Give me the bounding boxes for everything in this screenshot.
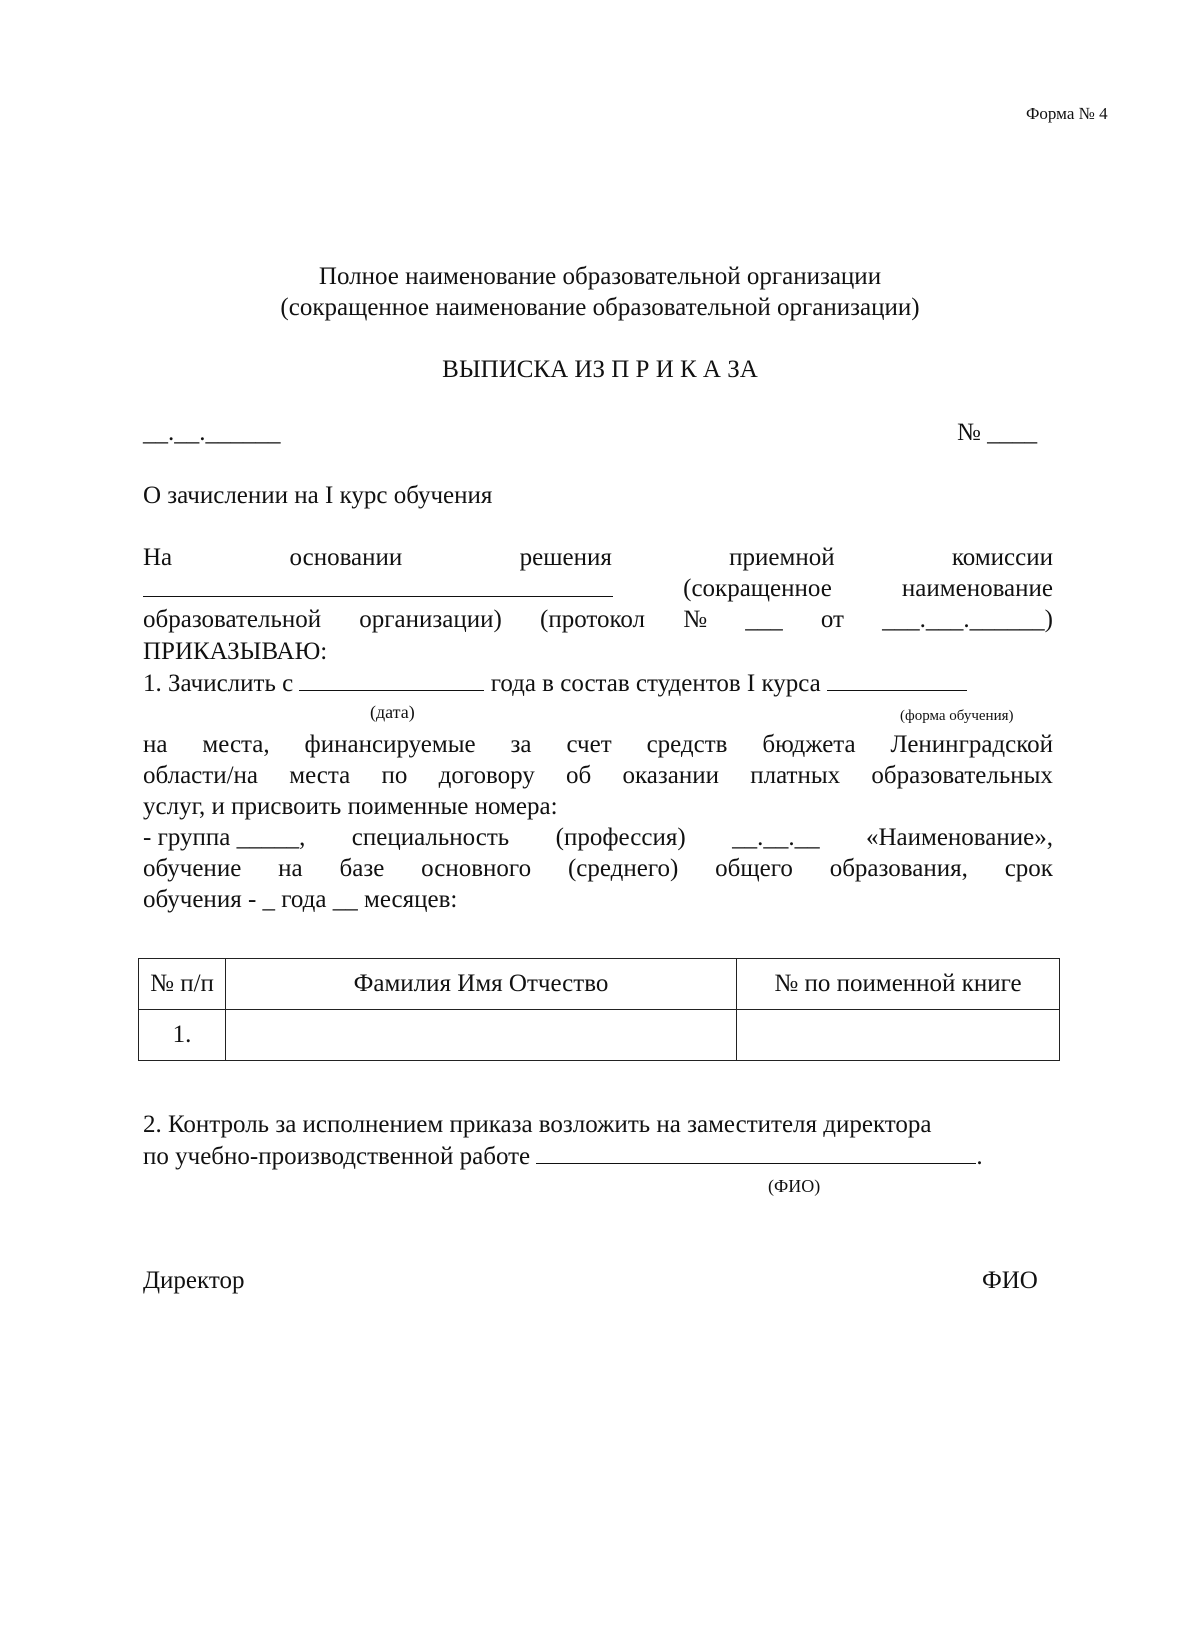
item1-line-4: - группа _____, специальность (профессия) __.__.__ «Наименование»,: [143, 824, 1053, 851]
item2-line-2: по учебно-производственной работе .: [143, 1143, 983, 1170]
item1-line-2: области/на места по договору об оказании платных образовательных: [143, 762, 1053, 789]
study-form-blank: [827, 668, 967, 691]
item2-line-1: 2. Контроль за исполнением приказа возложить на заместителя директора: [143, 1111, 932, 1138]
item1-line-5: обучение на базе основного (среднего) общего образования, срок: [143, 855, 1053, 882]
item1-start-line: 1. Зачислить с года в состав студентов I курса: [143, 668, 967, 699]
header-fullname: Фамилия Имя Отчество: [226, 959, 737, 1010]
item1-line-3: услуг, и присвоить поименные номера:: [143, 793, 558, 820]
order-number: [957, 418, 1037, 448]
date-blank: __.__.______: [143, 419, 281, 446]
item1-line-6: обучения - _ года __ месяцев:: [143, 886, 458, 913]
org-short-name: (сокращенное наименование образовательной организации): [280, 294, 920, 321]
cell-fullname: [226, 1010, 737, 1061]
number-blank: ____: [987, 419, 1038, 446]
number-label: №: [957, 419, 981, 446]
date-hint: (дата): [370, 702, 415, 722]
order-word: ПРИКАЗЫВАЮ:: [143, 638, 328, 665]
deputy-name-blank: [536, 1141, 976, 1164]
form-hint: (форма обучения): [900, 708, 1014, 724]
date-field-blank: [299, 668, 484, 691]
header-book-number: № по поименной книге: [737, 959, 1060, 1010]
basis-line-3: образовательной организации) (протокол № ___ от ___.___.______): [143, 606, 1053, 633]
org-name-blank: [143, 574, 613, 597]
org-full-name: Полное наименование образовательной организации: [318, 263, 882, 290]
basis-line-1: На основании решения приемной комиссии: [143, 544, 1053, 571]
order-subject: О зачислении на I курс обучения: [143, 482, 493, 509]
item1-line-1: на места, финансируемые за счет средств бюджета Ленинградской: [143, 731, 1053, 758]
students-table: [138, 958, 1060, 1061]
header-number: № п/п: [139, 959, 226, 1010]
form-number: Форма № 4: [1026, 104, 1108, 123]
table-row: [139, 1010, 1060, 1061]
table-header-row: [139, 959, 1060, 1010]
basis-line-2: (сокращенное наименование: [143, 574, 1053, 604]
cell-number: 1.: [139, 1010, 226, 1061]
fio-hint: (ФИО): [768, 1176, 821, 1196]
signature-role: Директор: [143, 1267, 245, 1294]
signature-name: ФИО: [982, 1267, 1038, 1294]
document-title: ВЫПИСКА ИЗ П Р И К А ЗА: [442, 356, 758, 383]
cell-book-number: [737, 1010, 1060, 1061]
